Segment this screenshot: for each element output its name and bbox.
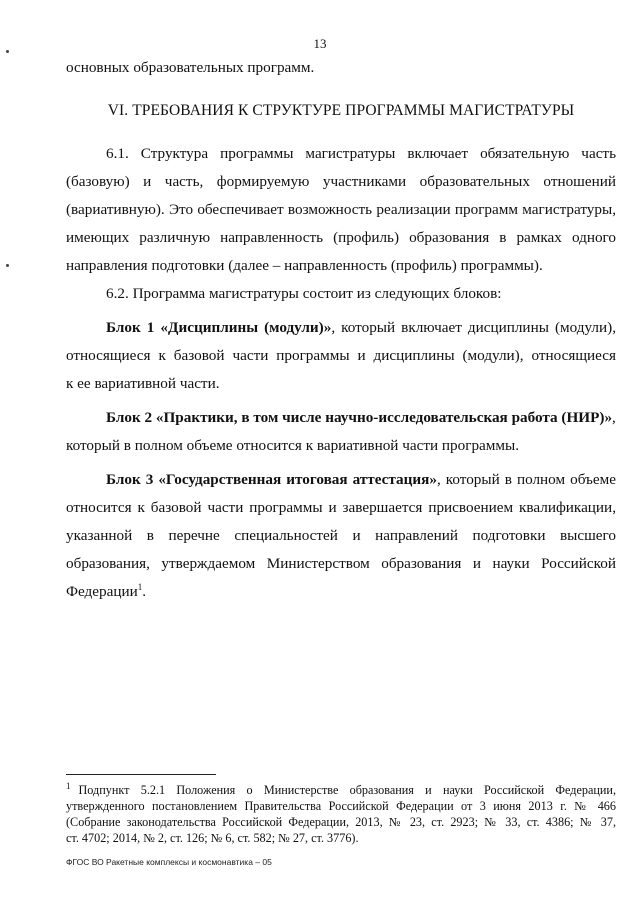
block-1-paragraph xyxy=(66,314,616,398)
footnote-line: утвержденного постановлением Правительства Российской Федерации от 3 июня 2013 г. № 466 xyxy=(66,799,616,813)
paragraph-line: указанной в перечне специальностей и направлений подготовки высшего xyxy=(66,527,616,544)
text-run: . xyxy=(142,583,147,600)
block-2-paragraph xyxy=(66,404,616,460)
text-run: Подпункт 5.2.1 Положения о Министерстве образования и науки Российской Федерации, xyxy=(78,783,616,797)
paragraph-line: имеющих различную направленность (профиль) образования в рамках одного xyxy=(66,229,616,246)
block-2-title: Блок 2 «Практики, в том числе научно-исследовательская работа (НИР)» xyxy=(106,409,613,426)
page-footer: ФГОС ВО Ракетные комплексы и космонавтика – 05 xyxy=(66,857,272,867)
page-number: 13 xyxy=(313,36,327,51)
footnote-line: ст. 4702; 2014, № 2, ст. 126; № 6, ст. 582; № 27, ст. 3776). xyxy=(66,831,359,845)
paragraph-6-2 xyxy=(66,280,616,308)
footnote-line: (Собрание законодательства Российской Федерации, 2013, № 23, ст. 2923; № 33, ст. 4386; № 37, xyxy=(66,815,616,829)
paragraph-line xyxy=(66,466,616,494)
text-run: , xyxy=(612,409,616,426)
paragraph-line: (вариативную). Это обеспечивает возможность реализации программ магистратуры, xyxy=(66,201,616,218)
text-run: , который включает дисциплины (модули), xyxy=(331,319,616,336)
paragraph-line: 6.2. Программа магистратуры состоит из следующих блоков: xyxy=(106,285,502,302)
main-text xyxy=(66,58,616,606)
text-run: , который в полном объеме xyxy=(436,471,616,488)
paragraph-line: направления подготовки (далее – направленность (профиль) программы). xyxy=(66,257,543,274)
footnote-divider xyxy=(66,774,216,775)
footnote-reference[interactable]: 1 xyxy=(137,581,143,592)
paragraph-6-1 xyxy=(66,140,616,280)
paragraph-line xyxy=(66,314,616,342)
paragraph-line: (базовую) и часть, формируемую участниками образовательных отношений xyxy=(66,173,616,190)
paragraph-line: к ее вариативной части. xyxy=(66,375,220,392)
footnote-line xyxy=(66,782,616,798)
scan-speck xyxy=(6,264,9,267)
paragraph-line xyxy=(66,404,616,432)
block-3-title: Блок 3 «Государственная итоговая аттестация» xyxy=(106,471,437,488)
paragraph-line: относится к базовой части программы и завершается присвоением квалификации, xyxy=(66,499,616,516)
paragraph-line: 6.1. Структура программы магистратуры включает обязательную часть xyxy=(106,145,616,162)
continuation-text: основных образовательных программ. xyxy=(66,59,315,76)
paragraph-line xyxy=(66,578,616,606)
section-heading: VI. ТРЕБОВАНИЯ К СТРУКТУРЕ ПРОГРАММЫ МАГИСТРАТУРЫ xyxy=(107,102,575,119)
text-run: Федерации xyxy=(66,583,138,600)
paragraph-line: который в полном объеме относится к вариативной части программы. xyxy=(66,437,520,454)
block-3-paragraph xyxy=(66,466,616,606)
paragraph-line: образования, утверждаемом Министерством образования и науки Российской xyxy=(66,555,616,572)
footnote xyxy=(66,782,616,846)
block-1-title: Блок 1 «Дисциплины (модули)» xyxy=(106,319,332,336)
paragraph-line: относящиеся к базовой части программы и дисциплины (модули), относящиеся xyxy=(66,347,616,364)
footnote-mark: 1 xyxy=(66,780,71,791)
